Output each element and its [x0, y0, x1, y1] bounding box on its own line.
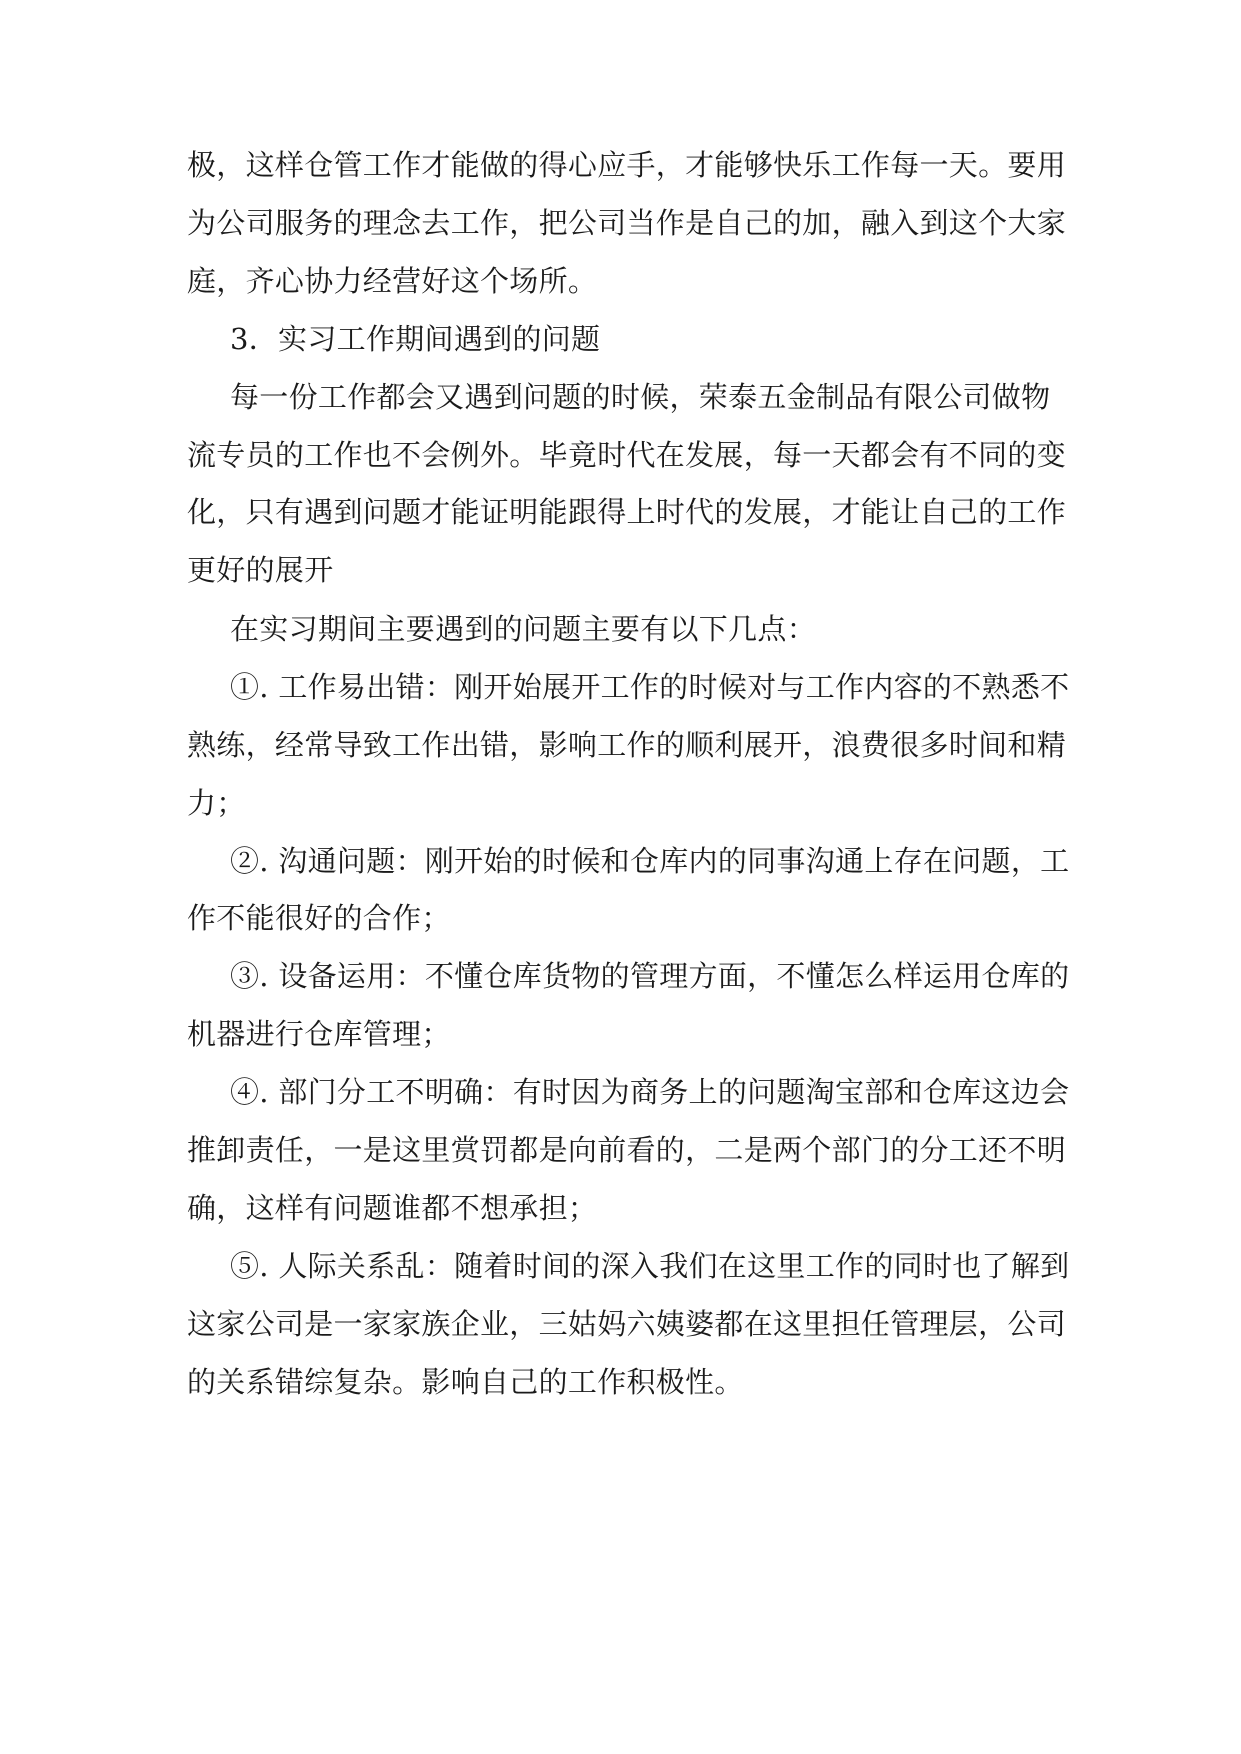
- paragraph-line-2: 为公司服务的理念去工作，把公司当作是自己的加，融入到这个大家: [187, 206, 1067, 240]
- paragraph-line-3: 庭，齐心协力经营好这个场所。: [187, 264, 598, 298]
- list-item-4-line-1: ④. 部门分工不明确：有时因为商务上的问题淘宝部和仓库这边会: [230, 1075, 1070, 1109]
- paragraph-line-9: 在实习期间主要遇到的问题主要有以下几点：: [230, 612, 817, 646]
- list-item-2-line-2: 作不能很好的合作；: [187, 901, 451, 935]
- list-item-4-line-2: 推卸责任，一是这里赏罚都是向前看的，二是两个部门的分工还不明: [187, 1133, 1067, 1167]
- paragraph-line-7: 化，只有遇到问题才能证明能跟得上时代的发展，才能让自己的工作: [187, 495, 1067, 529]
- list-item-2-line-1: ②. 沟通问题：刚开始的时候和仓库内的同事沟通上存在问题，工: [230, 844, 1070, 878]
- list-item-3-line-1: ③. 设备运用：不懂仓库货物的管理方面，不懂怎么样运用仓库的: [230, 959, 1070, 993]
- section-heading: 3．实习工作期间遇到的问题: [230, 322, 601, 356]
- list-item-5-line-2: 这家公司是一家家族企业，三姑妈六姨婆都在这里担任管理层，公司: [187, 1307, 1067, 1341]
- list-item-1-line-2: 熟练，经常导致工作出错，影响工作的顺利展开，浪费很多时间和精: [187, 728, 1067, 762]
- list-item-4-line-3: 确，这样有问题谁都不想承担；: [187, 1191, 598, 1225]
- list-item-1-line-1: ①. 工作易出错：刚开始展开工作的时候对与工作内容的不熟悉不: [230, 670, 1070, 704]
- paragraph-line-1: 极，这样仓管工作才能做的得心应手，才能够快乐工作每一天。要用: [187, 148, 1067, 182]
- list-item-5-line-3: 的关系错综复杂。影响自己的工作积极性。: [187, 1365, 744, 1399]
- list-item-1-line-3: 力；: [187, 786, 246, 820]
- list-item-3-line-2: 机器进行仓库管理；: [187, 1017, 451, 1051]
- list-item-5-line-1: ⑤. 人际关系乱：随着时间的深入我们在这里工作的同时也了解到: [230, 1249, 1070, 1283]
- paragraph-line-6: 流专员的工作也不会例外。毕竟时代在发展，每一天都会有不同的变: [187, 438, 1067, 472]
- paragraph-line-8: 更好的展开: [187, 553, 334, 587]
- paragraph-line-5: 每一份工作都会又遇到问题的时候，荣泰五金制品有限公司做物: [230, 380, 1051, 414]
